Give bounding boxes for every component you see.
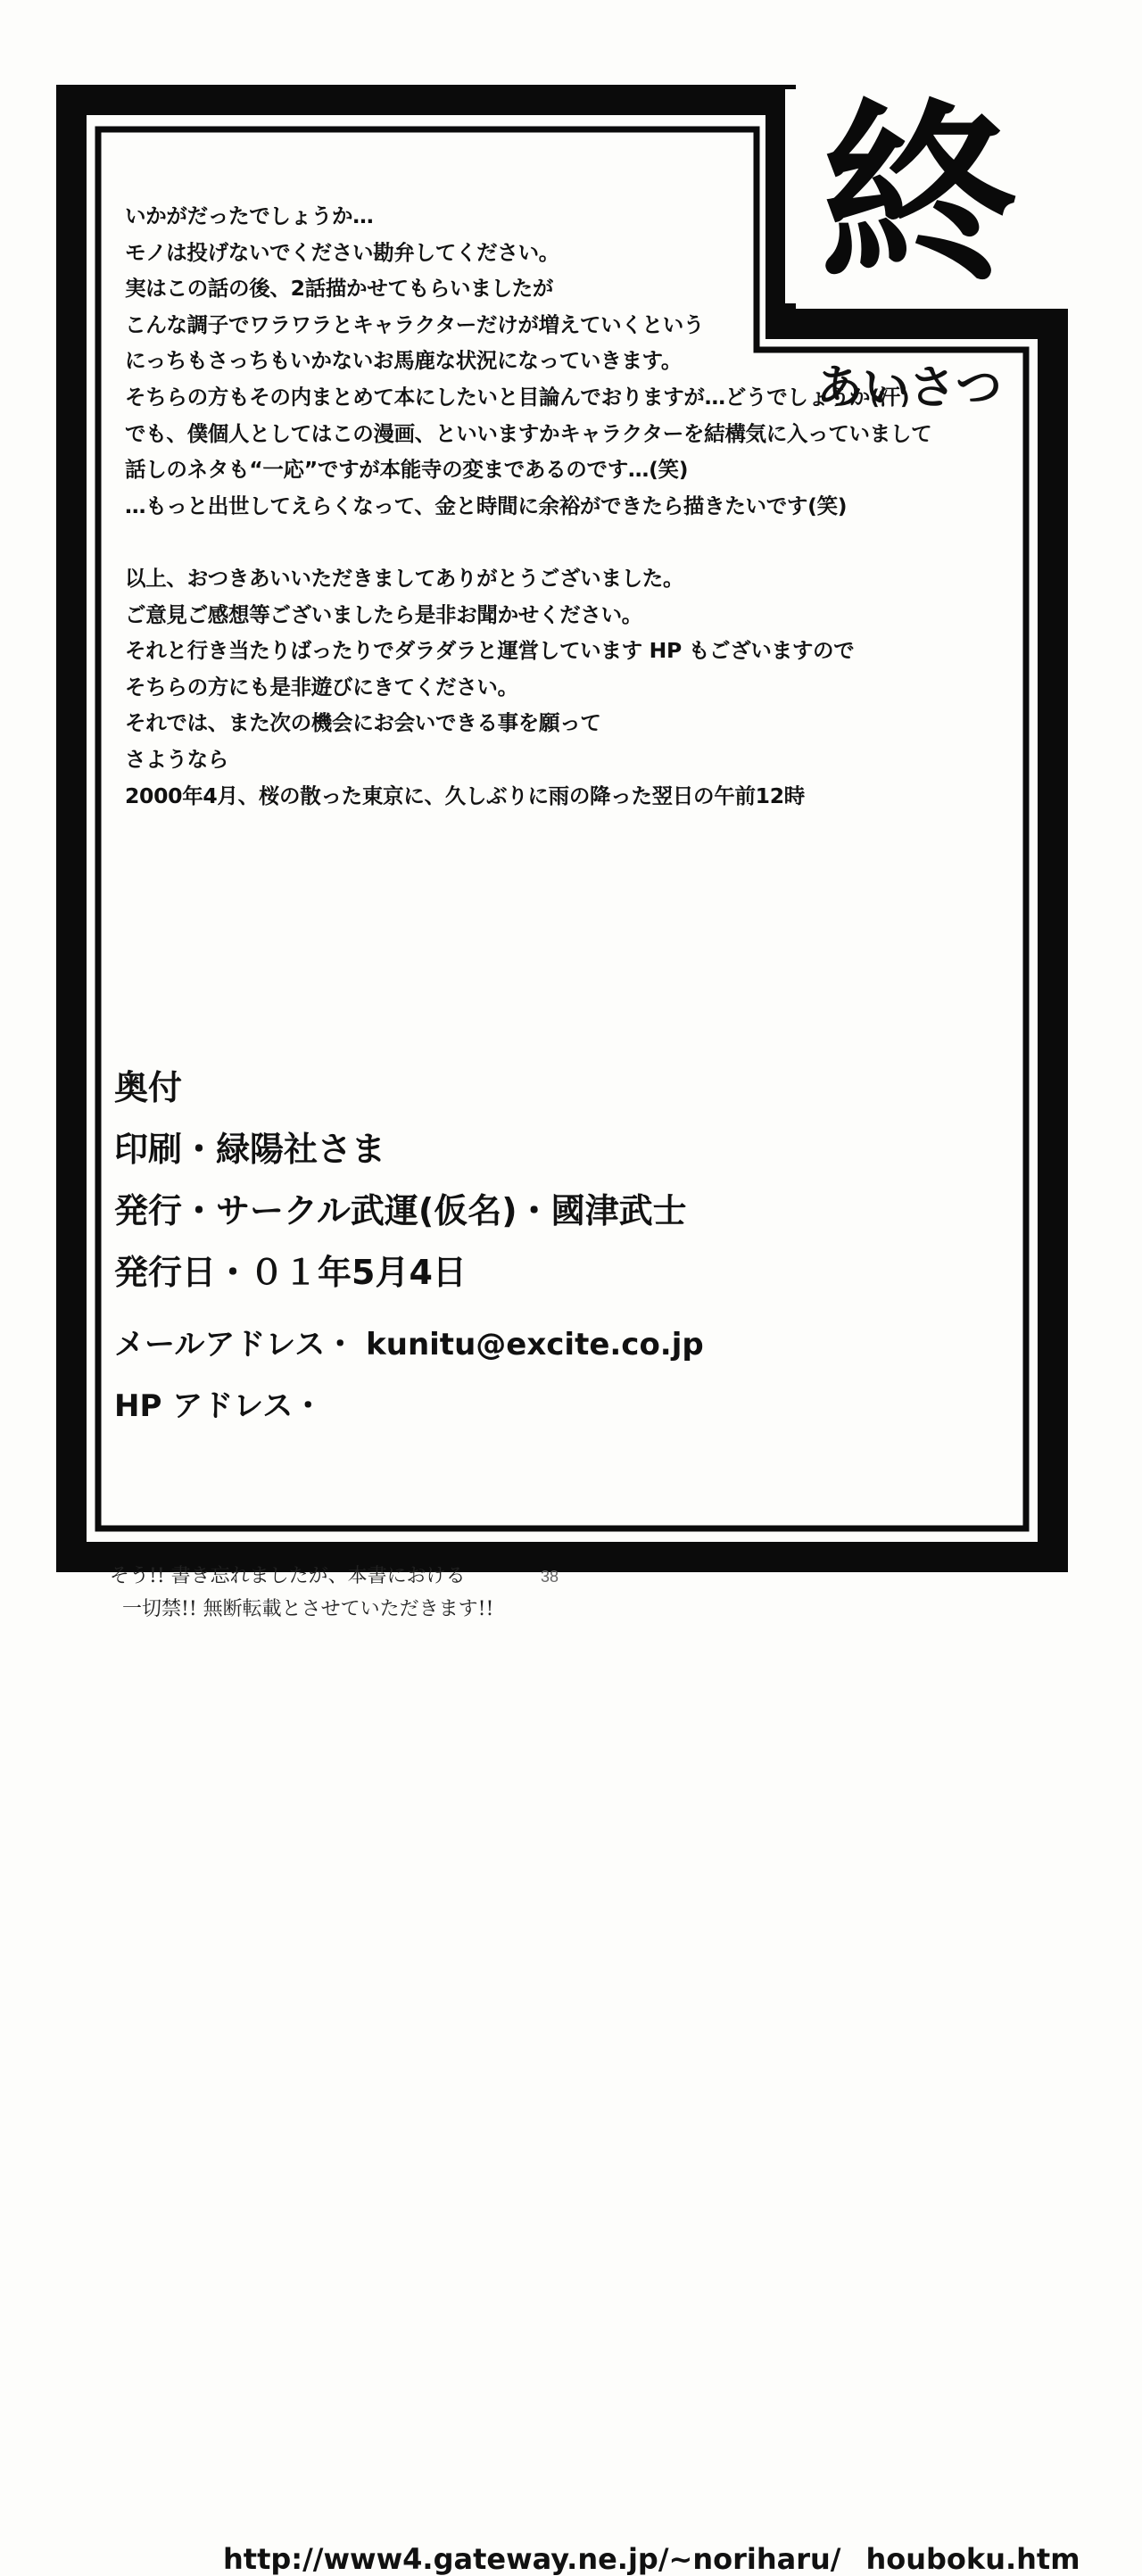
afterword-line: …もっと出世してえらくなって、金と時間に余裕ができたら描きたいです(笑) [125,493,848,518]
handwritten-note [110,1560,493,1626]
colophon-date: 発行日・０１年5月4日 [114,1253,467,1292]
colophon [114,1057,704,1437]
afterword-line: ご意見ご感想等ございましたら是非お聞かせください。 [125,601,642,627]
afterword-line: そちらの方もその内まとめて本にしたいと目論んでおりますが…どうでしょうか(汗) [125,384,910,410]
afterword-line: それと行き当たりばったりでダラダラと運営しています HP もございますので [125,638,855,664]
colophon-heading: 奥付 [114,1068,183,1107]
handwritten-note-line: そう!! 書き忘れましたが、本書における [110,1565,466,1587]
afterword-line: こんな調子でワラワラとキャラクターだけが増えていくという [125,311,705,337]
colophon-publisher: 発行・サークル武運(仮名)・國津武士 [114,1191,687,1230]
afterword-line: さようなら [125,746,228,772]
colophon-mail: メールアドレス・ kunitu@excite.co.jp [114,1327,704,1363]
hp-url: http://www4.gateway.ne.jp/~noriharu/ [223,2542,841,2576]
afterword-line: でも、僕個人としてはこの漫画、といいますかキャラクターを結構気に入っていまして [125,420,932,446]
afterword-line: 以上、おつきあいいただきましてありがとうございました。 [125,565,684,591]
afterword-line: いかがだったでしょうか… [125,203,374,228]
afterword-line: 実はこの話の後、2話描かせてもらいましたが [125,276,554,302]
colophon-printing: 印刷・緑陽社さま [114,1130,386,1169]
afterword-line: 2000年4月、桜の散った東京に、久しぶりに雨の降った翌日の午前12時 [125,783,805,808]
afterword-line: モノは投げないでください勘弁してください。 [125,239,559,265]
afterword-line: それでは、また次の機会にお会いできる事を願って [125,710,601,736]
afterword-line: 話しのネタも“一応”ですが本能寺の変まであるのです…(笑) [125,457,689,483]
afterword-line: にっちもさっちもいかないお馬鹿な状況になっていきます。 [125,348,683,374]
handwritten-note-line: 一切禁!! 無断転載とさせていただきます!! [122,1598,494,1620]
hp-file: houboku.htm [865,2542,1080,2576]
colophon-hp-url-row [223,2542,1080,2576]
afterword-line: そちらの方にも是非遊びにきてください。 [125,674,518,700]
greeting-title: あいさつ [816,361,1003,415]
page-number: 38 [541,1568,559,1586]
paragraph-gap [125,524,931,560]
end-mark: 終 [821,82,1018,311]
afterword-text [125,198,931,814]
colophon-hp-label: HP アドレス・ [114,1388,324,1424]
